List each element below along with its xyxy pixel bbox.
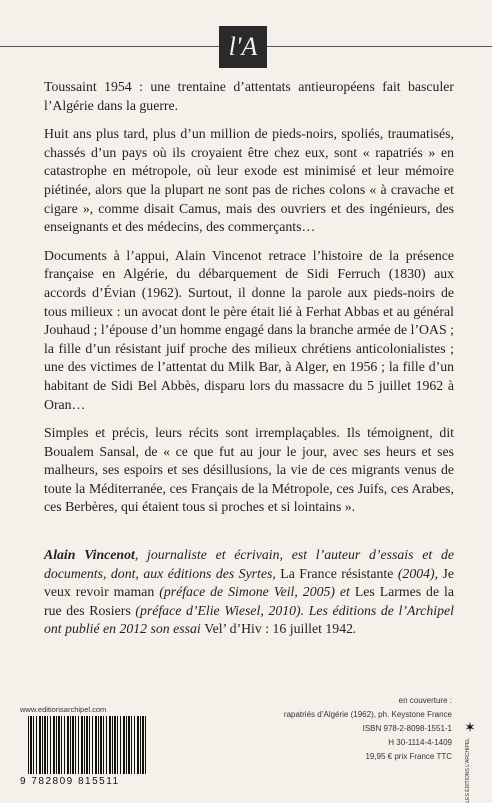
bio-text: (2004), — [393, 565, 443, 581]
paragraph: Toussaint 1954 : une trentaine d’attentats antieuropéens fait basculer l’Algérie dans la guerre. — [44, 79, 454, 113]
paragraph: Documents à l’appui, Alain Vincenot retrace l’histoire de la présence française en Algérie, du débarquement de Sidi Ferruch (1830) aux accords d’Évian (1962). Surtout, il donne la parole aux pieds-noirs de tous milieux : un avocat dont le père était lié à Ferhat Abbas et au général Jouhaud ; l’épouse d’un homme engagé dans la branche armée de l’OAS ; la fille d’un résistant juif proche des milieux chrétiens anticolonialistes ; une des victimes de l’attentat du Milk Bar, à Alger, en 1956 ; la fille d’un habitant de Sidi Bel Abbès, disparu lors du massacre du 5 juillet 1962 à Oran… — [44, 247, 454, 412]
barcode-area — [20, 716, 150, 792]
back-cover-text — [44, 78, 454, 527]
paragraph: Huit ans plus tard, plus d’un million de pieds-noirs, spoliés, traumatisés, chassés d’un pays où ils croyaient être chez eux, sont « rapatriés » en catastrophe en métropole, où leur exode est minimisé et leur mémoire piétinée, alors que la plupart ne sont pas de riches colons « à cravache et cigare », comme disait Camus, mais des ouvriers et des ingénieurs, des enseignants et des médecins, des commerçants… — [44, 126, 454, 235]
credits-block — [284, 694, 452, 764]
book-title: Les Larmes de la rue des Rosiers — [44, 584, 454, 618]
isbn: ISBN 978-2-8098-1551-1 — [362, 724, 452, 733]
publisher-logo: l'A — [219, 26, 267, 68]
barcode — [28, 716, 146, 774]
product-code: H 30-1114-4-1409 — [388, 738, 452, 747]
barcode-number: 9 782809 815511 — [20, 776, 120, 787]
book-title: La France résistante — [280, 565, 394, 581]
cover-credit-label: en couverture : — [398, 696, 452, 705]
cover-credit: rapatriés d’Algérie (1962), ph. Keystone France — [283, 710, 452, 719]
publisher-mark — [462, 720, 478, 803]
bio-text: (préface d’Elie Wiesel, 2010). Les éditions de l’Archipel ont publié en 2012 son essai — [44, 602, 454, 637]
paragraph: Simples et précis, leurs récits sont irremplaçables. Ils témoignent, dit Boualem Sansal, de « ce que fut au jour le jour, avec ses heurs et ses malheurs, ses espoirs et ses désillusions, la vie de ces migrants venus de toute la Méditerranée, ces Français de la Métropole, ces Juifs, ces Arabes, ces Berbères, qui étaient tous si proches et si lointains ». — [44, 425, 454, 515]
book-title: Je veux revoir maman — [44, 565, 454, 600]
book-title: Vel’ d’Hiv : 16 juillet 1942 — [204, 621, 353, 637]
price: 19,95 € prix France TTC — [365, 752, 452, 761]
author-name: Alain Vincenot — [44, 547, 135, 562]
author-bio — [44, 546, 454, 639]
publisher-website: www.editionsarchipel.com — [20, 705, 107, 714]
star-icon: ✶ — [464, 721, 476, 736]
bio-text: (préface de Simone Veil, 2005) et — [154, 584, 355, 600]
bio-text: . — [353, 621, 357, 637]
publisher-mark-text: LES ÉDITIONS L'ARCHIPEL — [465, 738, 471, 803]
bio-text: , journaliste et écrivain, est l’auteur d’essais et de documents, dont, aux éditions des Syrtes, — [44, 547, 454, 581]
